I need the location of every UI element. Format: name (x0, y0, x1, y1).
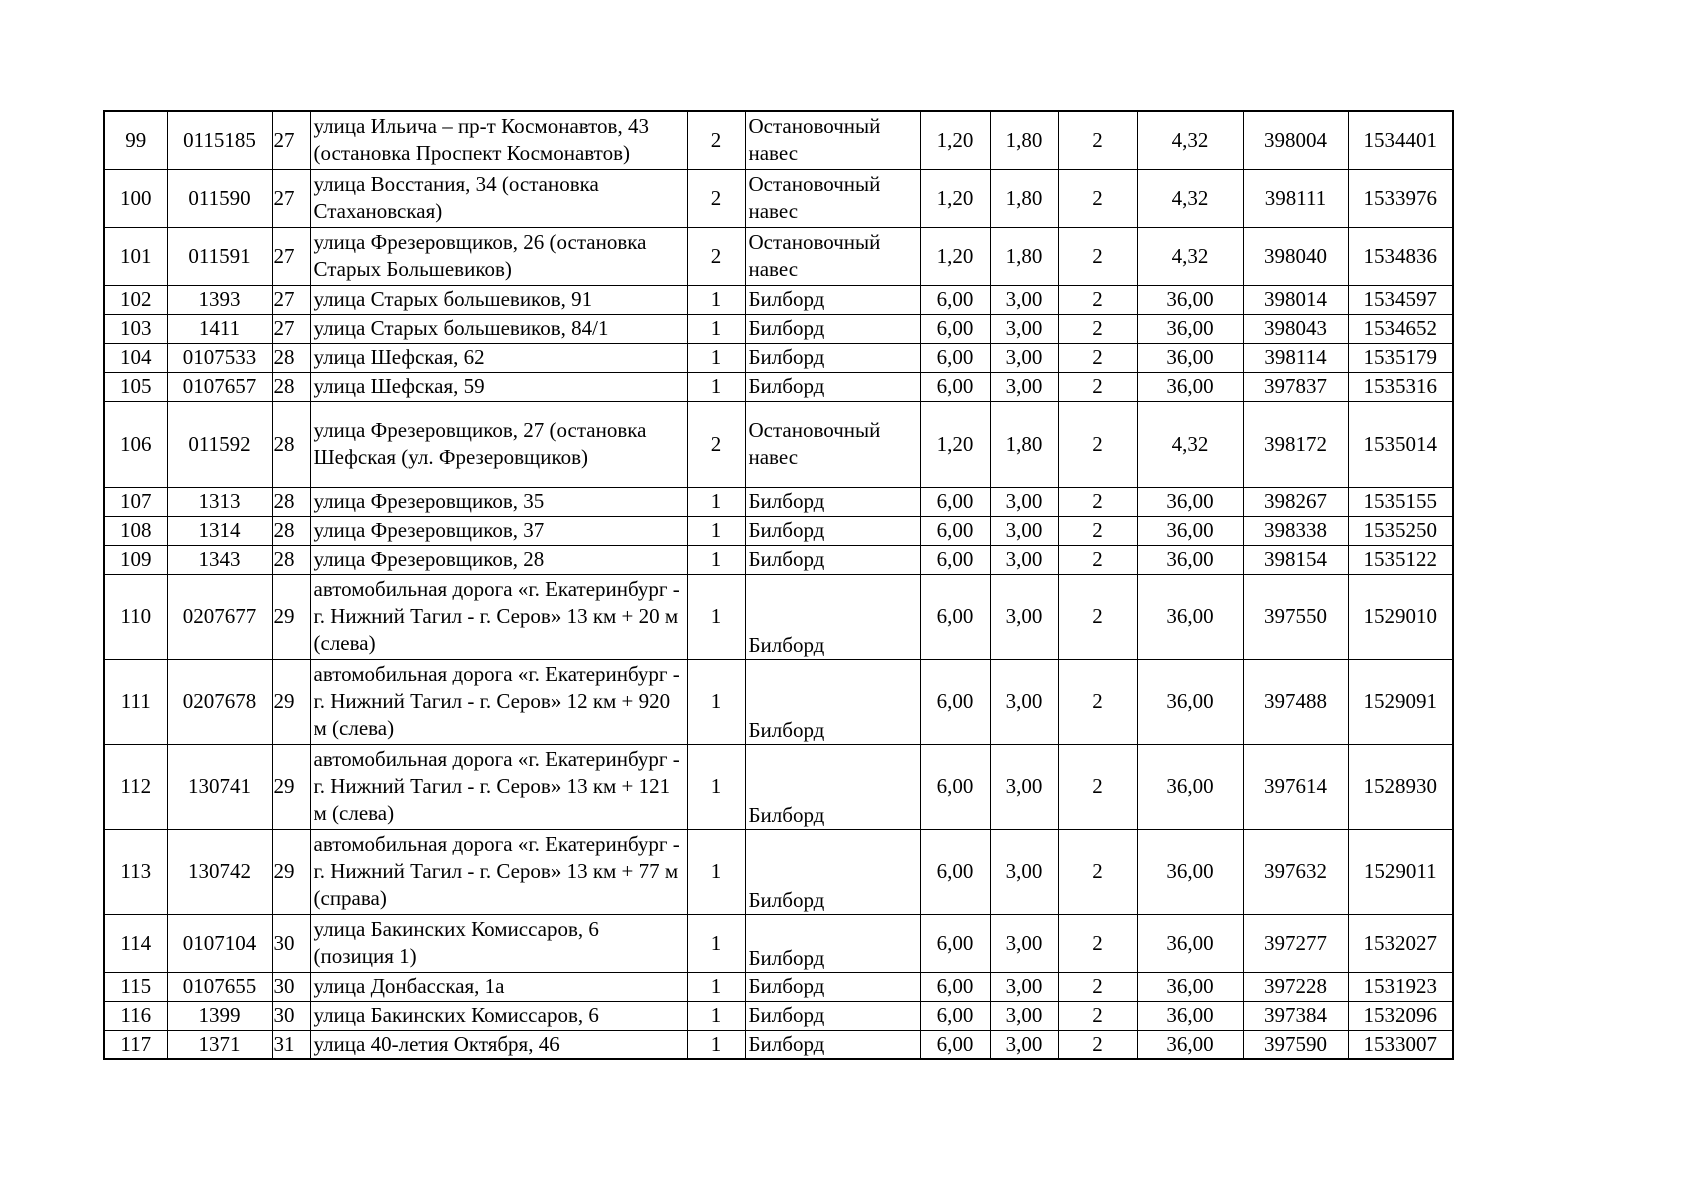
cell-type: Билборд (745, 744, 920, 829)
cell-type: Билборд (745, 574, 920, 659)
cell-coord-x: 397550 (1243, 574, 1348, 659)
cell-width: 6,00 (920, 516, 990, 545)
cell-coord-x: 397590 (1243, 1030, 1348, 1059)
cell-coord-x: 398172 (1243, 401, 1348, 487)
cell-coord-y: 1533007 (1348, 1030, 1453, 1059)
cell-type: Остановочный навес (745, 169, 920, 227)
cell-count: 2 (1058, 545, 1137, 574)
cell-coord-y: 1535122 (1348, 545, 1453, 574)
cell-coord-y: 1535014 (1348, 401, 1453, 487)
cell-width: 6,00 (920, 1030, 990, 1059)
cell-coord-x: 397277 (1243, 914, 1348, 972)
cell-width: 1,20 (920, 401, 990, 487)
cell-width: 6,00 (920, 829, 990, 914)
cell-row-number: 114 (104, 914, 167, 972)
cell-type: Билборд (745, 659, 920, 744)
cell-coord-y: 1529011 (1348, 829, 1453, 914)
cell-zone: 28 (272, 343, 310, 372)
cell-code: 1393 (167, 285, 272, 314)
cell-zone: 27 (272, 314, 310, 343)
cell-coord-x: 398338 (1243, 516, 1348, 545)
cell-address: улица Фрезеровщиков, 37 (310, 516, 687, 545)
cell-count: 2 (1058, 744, 1137, 829)
cell-coord-x: 397384 (1243, 1001, 1348, 1030)
cell-height: 3,00 (990, 545, 1058, 574)
cell-code: 1411 (167, 314, 272, 343)
cell-sides: 2 (687, 227, 745, 285)
cell-area: 36,00 (1137, 343, 1243, 372)
cell-height: 3,00 (990, 1030, 1058, 1059)
table-row (104, 169, 1453, 227)
cell-width: 6,00 (920, 914, 990, 972)
cell-count: 2 (1058, 285, 1137, 314)
cell-code: 0107104 (167, 914, 272, 972)
table-row (104, 343, 1453, 372)
cell-width: 6,00 (920, 744, 990, 829)
cell-code: 1313 (167, 487, 272, 516)
cell-sides: 1 (687, 659, 745, 744)
cell-coord-x: 397837 (1243, 372, 1348, 401)
cell-code: 1314 (167, 516, 272, 545)
cell-zone: 30 (272, 914, 310, 972)
cell-area: 36,00 (1137, 829, 1243, 914)
cell-zone: 27 (272, 227, 310, 285)
advertising-structures-table (103, 110, 1454, 1060)
cell-count: 2 (1058, 574, 1137, 659)
cell-type: Билборд (745, 972, 920, 1001)
cell-coord-x: 398114 (1243, 343, 1348, 372)
cell-sides: 2 (687, 169, 745, 227)
cell-height: 3,00 (990, 516, 1058, 545)
cell-row-number: 117 (104, 1030, 167, 1059)
cell-type: Остановочный навес (745, 227, 920, 285)
cell-coord-x: 398040 (1243, 227, 1348, 285)
cell-coord-y: 1534597 (1348, 285, 1453, 314)
cell-height: 3,00 (990, 1001, 1058, 1030)
cell-sides: 2 (687, 401, 745, 487)
table-row (104, 314, 1453, 343)
cell-code: 0115185 (167, 111, 272, 169)
table-row (104, 659, 1453, 744)
cell-width: 1,20 (920, 111, 990, 169)
cell-row-number: 101 (104, 227, 167, 285)
cell-coord-y: 1532096 (1348, 1001, 1453, 1030)
cell-width: 6,00 (920, 487, 990, 516)
cell-area: 36,00 (1137, 972, 1243, 1001)
cell-area: 36,00 (1137, 1030, 1243, 1059)
cell-coord-x: 398004 (1243, 111, 1348, 169)
cell-width: 6,00 (920, 574, 990, 659)
cell-address: улица Фрезеровщиков, 27 (остановка Шефская (ул. Фрезеровщиков) (310, 401, 687, 487)
table-row (104, 516, 1453, 545)
cell-address: автомобильная дорога «г. Екатеринбург - г. Нижний Тагил - г. Серов» 12 км + 920 м (слева) (310, 659, 687, 744)
cell-code: 011591 (167, 227, 272, 285)
cell-coord-y: 1535250 (1348, 516, 1453, 545)
cell-address: улица Восстания, 34 (остановка Стахановская) (310, 169, 687, 227)
cell-row-number: 112 (104, 744, 167, 829)
cell-row-number: 99 (104, 111, 167, 169)
cell-coord-y: 1535155 (1348, 487, 1453, 516)
cell-area: 36,00 (1137, 1001, 1243, 1030)
cell-coord-x: 398043 (1243, 314, 1348, 343)
table-row (104, 285, 1453, 314)
cell-count: 2 (1058, 343, 1137, 372)
cell-row-number: 109 (104, 545, 167, 574)
cell-address: улица Фрезеровщиков, 28 (310, 545, 687, 574)
cell-count: 2 (1058, 914, 1137, 972)
cell-zone: 28 (272, 545, 310, 574)
table-row (104, 829, 1453, 914)
cell-type: Остановочный навес (745, 111, 920, 169)
cell-width: 6,00 (920, 285, 990, 314)
table-row (104, 1030, 1453, 1059)
table-row (104, 401, 1453, 487)
cell-code: 130742 (167, 829, 272, 914)
cell-width: 6,00 (920, 659, 990, 744)
cell-area: 36,00 (1137, 487, 1243, 516)
cell-address: автомобильная дорога «г. Екатеринбург - г. Нижний Тагил - г. Серов» 13 км + 77 м (справа) (310, 829, 687, 914)
cell-count: 2 (1058, 829, 1137, 914)
cell-coord-x: 397228 (1243, 972, 1348, 1001)
cell-area: 4,32 (1137, 169, 1243, 227)
cell-address: улица Донбасская, 1а (310, 972, 687, 1001)
cell-code: 011592 (167, 401, 272, 487)
cell-type: Билборд (745, 487, 920, 516)
cell-zone: 28 (272, 516, 310, 545)
cell-height: 3,00 (990, 372, 1058, 401)
cell-count: 2 (1058, 1030, 1137, 1059)
cell-coord-x: 398014 (1243, 285, 1348, 314)
table-row (104, 487, 1453, 516)
cell-sides: 1 (687, 545, 745, 574)
cell-code: 0107533 (167, 343, 272, 372)
cell-width: 1,20 (920, 169, 990, 227)
cell-coord-y: 1529010 (1348, 574, 1453, 659)
cell-row-number: 103 (104, 314, 167, 343)
cell-sides: 1 (687, 574, 745, 659)
cell-count: 2 (1058, 314, 1137, 343)
cell-zone: 29 (272, 659, 310, 744)
cell-height: 3,00 (990, 744, 1058, 829)
cell-height: 3,00 (990, 574, 1058, 659)
cell-width: 6,00 (920, 372, 990, 401)
cell-zone: 28 (272, 401, 310, 487)
cell-type: Билборд (745, 516, 920, 545)
table-row (104, 227, 1453, 285)
cell-area: 36,00 (1137, 516, 1243, 545)
table-row (104, 545, 1453, 574)
cell-height: 1,80 (990, 401, 1058, 487)
cell-row-number: 111 (104, 659, 167, 744)
cell-area: 36,00 (1137, 744, 1243, 829)
cell-type: Билборд (745, 1001, 920, 1030)
cell-sides: 1 (687, 1001, 745, 1030)
table-row (104, 914, 1453, 972)
cell-count: 2 (1058, 659, 1137, 744)
cell-code: 130741 (167, 744, 272, 829)
cell-height: 1,80 (990, 227, 1058, 285)
cell-zone: 27 (272, 111, 310, 169)
cell-sides: 1 (687, 487, 745, 516)
cell-sides: 1 (687, 285, 745, 314)
table-row (104, 744, 1453, 829)
cell-height: 3,00 (990, 314, 1058, 343)
cell-sides: 1 (687, 314, 745, 343)
cell-count: 2 (1058, 516, 1137, 545)
cell-coord-y: 1529091 (1348, 659, 1453, 744)
cell-type: Билборд (745, 829, 920, 914)
cell-address: улица Бакинских Комиссаров, 6 (310, 1001, 687, 1030)
cell-row-number: 116 (104, 1001, 167, 1030)
cell-coord-y: 1532027 (1348, 914, 1453, 972)
cell-zone: 30 (272, 1001, 310, 1030)
cell-area: 4,32 (1137, 401, 1243, 487)
cell-address: улица Ильича – пр-т Космонавтов, 43 (остановка Проспект Космонавтов) (310, 111, 687, 169)
cell-row-number: 115 (104, 972, 167, 1001)
cell-area: 4,32 (1137, 227, 1243, 285)
cell-address: улица Фрезеровщиков, 26 (остановка Старых Большевиков) (310, 227, 687, 285)
cell-row-number: 110 (104, 574, 167, 659)
cell-code: 0207677 (167, 574, 272, 659)
table-row (104, 972, 1453, 1001)
cell-area: 4,32 (1137, 111, 1243, 169)
cell-row-number: 106 (104, 401, 167, 487)
cell-coord-y: 1535179 (1348, 343, 1453, 372)
cell-count: 2 (1058, 972, 1137, 1001)
cell-row-number: 107 (104, 487, 167, 516)
cell-zone: 30 (272, 972, 310, 1001)
cell-height: 3,00 (990, 343, 1058, 372)
cell-type: Билборд (745, 372, 920, 401)
cell-width: 1,20 (920, 227, 990, 285)
cell-sides: 1 (687, 516, 745, 545)
cell-area: 36,00 (1137, 574, 1243, 659)
cell-address: улица Бакинских Комиссаров, 6 (позиция 1) (310, 914, 687, 972)
cell-type: Билборд (745, 343, 920, 372)
cell-type: Билборд (745, 285, 920, 314)
cell-width: 6,00 (920, 314, 990, 343)
cell-row-number: 113 (104, 829, 167, 914)
cell-type: Билборд (745, 1030, 920, 1059)
cell-coord-y: 1535316 (1348, 372, 1453, 401)
cell-coord-x: 398111 (1243, 169, 1348, 227)
cell-code: 0107657 (167, 372, 272, 401)
cell-coord-y: 1531923 (1348, 972, 1453, 1001)
cell-area: 36,00 (1137, 659, 1243, 744)
cell-sides: 1 (687, 914, 745, 972)
cell-coord-x: 398267 (1243, 487, 1348, 516)
cell-row-number: 104 (104, 343, 167, 372)
cell-area: 36,00 (1137, 914, 1243, 972)
cell-address: улица Старых большевиков, 91 (310, 285, 687, 314)
cell-area: 36,00 (1137, 372, 1243, 401)
cell-zone: 27 (272, 285, 310, 314)
cell-coord-y: 1534836 (1348, 227, 1453, 285)
cell-count: 2 (1058, 169, 1137, 227)
cell-code: 1343 (167, 545, 272, 574)
cell-type: Билборд (745, 545, 920, 574)
cell-sides: 1 (687, 372, 745, 401)
cell-row-number: 105 (104, 372, 167, 401)
cell-address: улица Старых большевиков, 84/1 (310, 314, 687, 343)
cell-count: 2 (1058, 227, 1137, 285)
cell-code: 0207678 (167, 659, 272, 744)
cell-zone: 29 (272, 744, 310, 829)
cell-width: 6,00 (920, 343, 990, 372)
cell-sides: 1 (687, 972, 745, 1001)
cell-coord-x: 397632 (1243, 829, 1348, 914)
cell-height: 3,00 (990, 285, 1058, 314)
cell-area: 36,00 (1137, 314, 1243, 343)
cell-coord-x: 397488 (1243, 659, 1348, 744)
cell-zone: 28 (272, 372, 310, 401)
cell-zone: 27 (272, 169, 310, 227)
cell-count: 2 (1058, 401, 1137, 487)
cell-count: 2 (1058, 1001, 1137, 1030)
cell-zone: 28 (272, 487, 310, 516)
cell-height: 3,00 (990, 487, 1058, 516)
cell-address: автомобильная дорога «г. Екатеринбург - г. Нижний Тагил - г. Серов» 13 км + 121 м (слева) (310, 744, 687, 829)
cell-code: 0107655 (167, 972, 272, 1001)
cell-count: 2 (1058, 372, 1137, 401)
cell-height: 3,00 (990, 914, 1058, 972)
cell-count: 2 (1058, 111, 1137, 169)
cell-height: 1,80 (990, 169, 1058, 227)
cell-row-number: 108 (104, 516, 167, 545)
cell-coord-y: 1533976 (1348, 169, 1453, 227)
cell-code: 011590 (167, 169, 272, 227)
cell-type: Билборд (745, 914, 920, 972)
cell-address: улица Фрезеровщиков, 35 (310, 487, 687, 516)
cell-sides: 1 (687, 744, 745, 829)
cell-height: 3,00 (990, 659, 1058, 744)
table-body (104, 111, 1453, 1059)
cell-address: автомобильная дорога «г. Екатеринбург - г. Нижний Тагил - г. Серов» 13 км + 20 м (слева) (310, 574, 687, 659)
table-row (104, 111, 1453, 169)
cell-sides: 1 (687, 343, 745, 372)
cell-height: 3,00 (990, 829, 1058, 914)
cell-sides: 1 (687, 1030, 745, 1059)
cell-zone: 29 (272, 574, 310, 659)
cell-height: 1,80 (990, 111, 1058, 169)
cell-zone: 29 (272, 829, 310, 914)
cell-address: улица Шефская, 59 (310, 372, 687, 401)
cell-count: 2 (1058, 487, 1137, 516)
cell-sides: 1 (687, 829, 745, 914)
cell-area: 36,00 (1137, 285, 1243, 314)
cell-zone: 31 (272, 1030, 310, 1059)
cell-address: улица Шефская, 62 (310, 343, 687, 372)
cell-address: улица 40-летия Октября, 46 (310, 1030, 687, 1059)
cell-code: 1399 (167, 1001, 272, 1030)
table-row (104, 574, 1453, 659)
cell-coord-x: 397614 (1243, 744, 1348, 829)
cell-width: 6,00 (920, 1001, 990, 1030)
cell-width: 6,00 (920, 972, 990, 1001)
cell-height: 3,00 (990, 972, 1058, 1001)
cell-coord-y: 1534652 (1348, 314, 1453, 343)
cell-width: 6,00 (920, 545, 990, 574)
table-row (104, 372, 1453, 401)
cell-row-number: 100 (104, 169, 167, 227)
cell-code: 1371 (167, 1030, 272, 1059)
cell-area: 36,00 (1137, 545, 1243, 574)
cell-row-number: 102 (104, 285, 167, 314)
cell-coord-y: 1534401 (1348, 111, 1453, 169)
cell-type: Остановочный навес (745, 401, 920, 487)
table-row (104, 1001, 1453, 1030)
cell-type: Билборд (745, 314, 920, 343)
cell-sides: 2 (687, 111, 745, 169)
cell-coord-x: 398154 (1243, 545, 1348, 574)
cell-coord-y: 1528930 (1348, 744, 1453, 829)
